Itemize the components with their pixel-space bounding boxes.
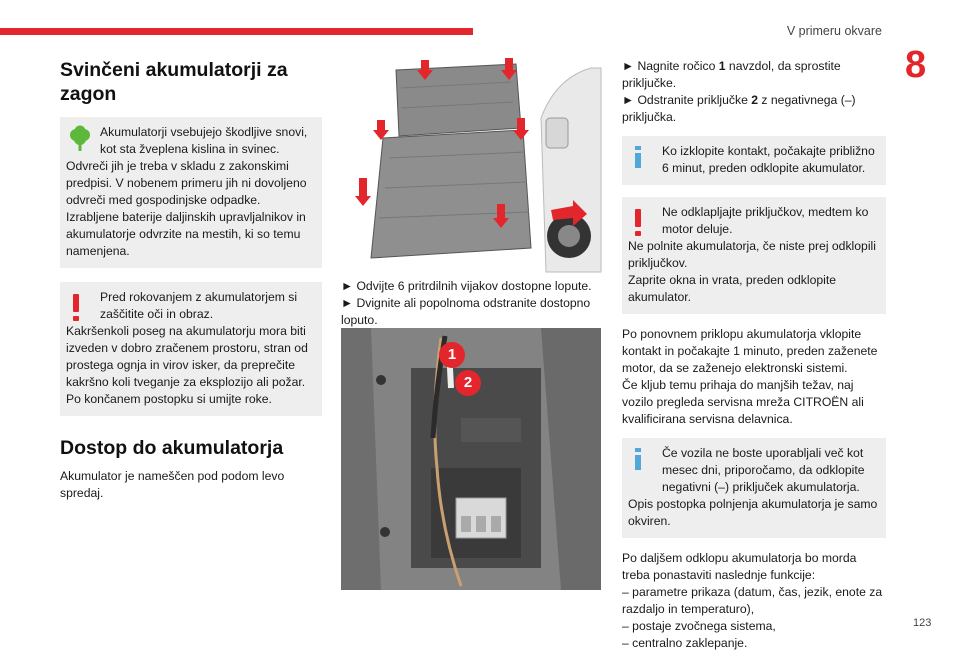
step-lever-ref: 1 [718,59,726,73]
step-lever-post: navzdol, da sprostite priključke. [622,59,841,90]
warning-engine-lead: Ne odklapljajte priključkov, medtem ko motor deluje. [662,205,869,236]
reset-paragraph: Po daljšem odklopu akumulatorja bo morda treba ponastaviti naslednje funkcije: [622,551,857,582]
tree-icon [68,126,92,157]
steps-hatch [341,278,603,329]
warning-note-protection [60,282,322,416]
info-note-wait-text: Ko izklopite kontakt, počakajte približno 6 minut, preden odklopite akumulator. [662,144,875,175]
warning-icon [635,209,641,227]
column-right [622,58,886,652]
service-paragraph: Če kljub temu prihaja do manjših težav, naj vozilo pregleda servisna mreža CITROËN ali kvalificirana servisna delavnica. [622,378,864,426]
step-lever [622,58,886,92]
step-lift-hatch: ► Dvignite ali popolnoma odstranite dostopno loputo. [341,296,591,327]
callout-1: 1 [439,342,465,368]
section-title-access: Dostop do akumulatorja [60,436,284,459]
photo-battery-terminal [341,328,601,590]
step-unscrew: ► Odvijte 6 pritrdilnih vijakov dostopne lopute. [341,279,592,293]
warning-engine-text-2: Zaprite okna in vrata, preden odklopite akumulator. [628,273,836,304]
step-terminals-ref: 2 [751,93,759,107]
reconnect-paragraph: Po ponovnem priklopu akumulatorja vklopite kontakt in počakajte 1 minuto, preden zaženete motor, da se zaženejo elektronski sistemi. [622,327,878,375]
header-accent-bar [0,28,473,35]
info-note-wait [622,136,886,185]
photo-access-hatch [341,58,601,272]
step-terminals [622,92,886,126]
page-number: 123 [913,617,932,629]
access-description: Akumulator je nameščen pod podom levo spredaj. [60,469,285,501]
step-terminals-post: z negativnega (–) priključka. [622,93,856,124]
column-left [60,58,322,502]
step-terminals-pre: ► Odstranite priključke [622,93,752,107]
eco-note [60,117,322,268]
list-item: – centralno zaklepanje. [622,636,748,650]
warning-note-engine [622,197,886,314]
info-note-storage [622,438,886,538]
info-storage-lead: Če vozila ne boste uporabljali več kot mesec dni, priporočamo, da odklopite negativni (–) priključek akumulatorja. [662,446,865,494]
eco-note-lead: Akumulatorji vsebujejo škodljive snovi, kot sta žveplena kislina in svinec. [100,124,308,156]
eco-note-text: Odvreči jih je treba v skladu z zakonskimi predpisi. V nobenem primeru jih ni dovoljeno odvreči med gospodinjske odpadke. Izrabljene baterije daljinskih upravljalnikov in akumulatorje odvrzite na mestih, ki so temu namenjena. [66,158,307,258]
info-icon [635,448,641,470]
list-item: – postaje zvočnega sistema, [622,619,776,633]
callout-2: 2 [455,370,481,396]
step-lever-pre: ► Nagnite ročico [622,59,719,73]
chapter-number: 8 [905,44,927,86]
warning-engine-text-1: Ne polnite akumulatorja, če niste prej odklopili priključkov. [628,239,876,270]
warning-note-lead: Pred rokovanjem z akumulatorjem si zaščitite oči in obraz. [100,289,298,321]
info-storage-text: Opis postopka polnjenja akumulatorja je samo okviren. [628,497,878,528]
running-head: V primeru okvare [786,24,882,38]
list-item: – parametre prikaza (datum, čas, jezik, enote za razdaljo in temperaturo), [622,585,883,616]
warning-note-text: Kakršenkoli poseg na akumulatorju mora biti izveden v dobro zračenem prostoru, stran od prostega ognja in virov isker, da preprečite kakršno koli tveganje za eksplozijo ali požar. Po končanem postopku si umijte roke. [66,323,308,406]
section-title-lead-batteries: Svinčeni akumulatorji za zagon [60,59,288,106]
info-icon [635,146,641,168]
warning-icon [73,294,79,312]
